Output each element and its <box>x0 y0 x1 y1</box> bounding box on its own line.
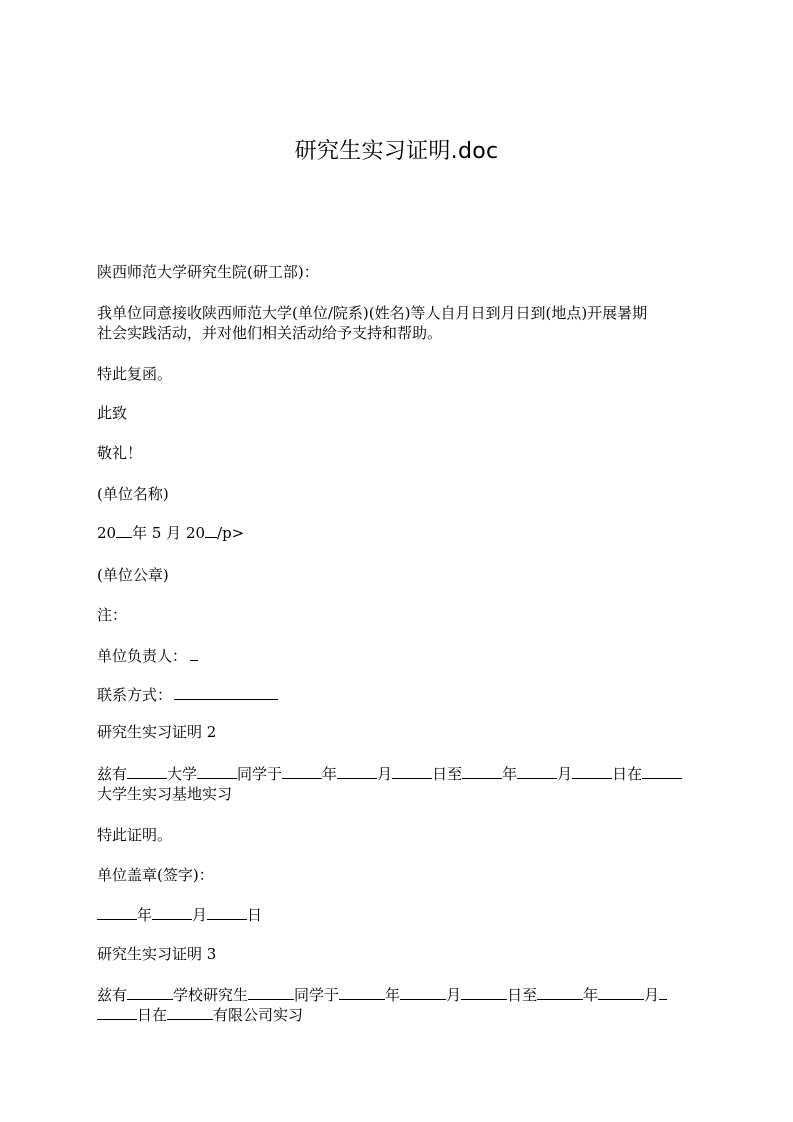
s3-blank <box>339 985 385 1000</box>
s2-text: 年 <box>322 765 338 783</box>
s3-blank <box>127 985 173 1000</box>
date-blank <box>116 523 132 538</box>
date-mid: 年 5 月 20 <box>132 524 206 542</box>
s2-blank <box>517 764 557 779</box>
s3-blank <box>659 985 667 1000</box>
section2-date <box>97 905 699 925</box>
closing-line-2: 敬礼！ <box>97 444 143 462</box>
s2-text: 同学于 <box>237 765 283 783</box>
date-blank <box>205 523 217 538</box>
s2-date-month: 月 <box>192 906 208 924</box>
contact-blank <box>174 685 278 700</box>
s3-text: 日在 <box>137 1006 168 1024</box>
reply-text: 特此复函。 <box>97 365 173 383</box>
s3-text: 月 <box>446 986 462 1004</box>
s3-blank <box>97 1005 137 1020</box>
closing-line-1: 此致 <box>97 404 128 422</box>
unit-head-label: 单位负责人： <box>97 647 188 665</box>
s3-blank <box>461 985 507 1000</box>
contact-label: 联系方式： <box>97 686 173 704</box>
s3-text: 年 <box>385 986 401 1004</box>
date-prefix: 20 <box>97 524 117 542</box>
s3-blank <box>400 985 446 1000</box>
body-paragraph <box>97 303 699 343</box>
s2-blank <box>462 764 502 779</box>
s3-text: 年 <box>583 986 599 1004</box>
s3-text: 月 <box>644 986 660 1004</box>
section2-title: 研究生实习证明 2 <box>97 723 217 741</box>
s2-text: 日至 <box>432 765 463 783</box>
section3-line-1 <box>97 985 699 1005</box>
s3-text: 学校研究生 <box>173 986 249 1004</box>
s3-blank <box>248 985 294 1000</box>
unit-head-line <box>97 646 699 666</box>
s2-blank <box>127 764 167 779</box>
s2-blank <box>572 764 612 779</box>
s2-blank <box>197 764 237 779</box>
s3-blank <box>598 985 644 1000</box>
unit-seal: (单位公章) <box>97 566 169 584</box>
s2-date-year: 年 <box>137 906 153 924</box>
section2-paragraph <box>97 764 699 804</box>
s2-blank <box>337 764 377 779</box>
section3-title: 研究生实习证明 3 <box>97 945 217 963</box>
s2-text: 年 <box>502 765 518 783</box>
s2-blank <box>642 764 682 779</box>
salutation: 陕西师范大学研究生院(研工部)： <box>97 263 319 281</box>
s3-blank <box>537 985 583 1000</box>
date-suffix: /p> <box>217 524 245 542</box>
s2-text: 兹有 <box>97 765 128 783</box>
s2-blank <box>282 764 322 779</box>
s2-date-blank <box>97 905 137 920</box>
section3-paragraph <box>97 985 699 1025</box>
body-line-2: 社会实践活动，并对他们相关活动给予支持和帮助。 <box>97 324 443 342</box>
unit-head-blank <box>190 646 198 661</box>
document-title: 研究生实习证明.doc <box>294 139 499 164</box>
s2-date-blank <box>152 905 192 920</box>
section2-seal: 单位盖章(签字)： <box>97 866 214 884</box>
s2-date-day: 日 <box>247 906 263 924</box>
contact-line <box>97 685 699 705</box>
s2-date-blank <box>207 905 247 920</box>
unit-name: (单位名称) <box>97 485 169 503</box>
section2-line-1 <box>97 764 699 784</box>
date-line <box>97 523 699 543</box>
s3-text: 兹有 <box>97 986 128 1004</box>
section2-certify: 特此证明。 <box>97 826 173 844</box>
s3-blank <box>167 1005 213 1020</box>
section3-line-2 <box>97 1005 699 1025</box>
note-label: 注： <box>97 606 128 624</box>
s2-text: 月 <box>557 765 573 783</box>
s2-text: 日在 <box>612 765 643 783</box>
s2-text: 大学 <box>167 765 198 783</box>
s2-blank <box>392 764 432 779</box>
s3-text: 有限公司实习 <box>213 1006 304 1024</box>
body-line-1: 我单位同意接收陕西师范大学(单位/院系)(姓名)等人自月日到月日到(地点)开展暑期 <box>97 304 648 322</box>
s3-text: 日至 <box>507 986 538 1004</box>
section2-line-2: 大学生实习基地实习 <box>97 785 233 803</box>
s2-text: 月 <box>377 765 393 783</box>
s3-text: 同学于 <box>294 986 340 1004</box>
